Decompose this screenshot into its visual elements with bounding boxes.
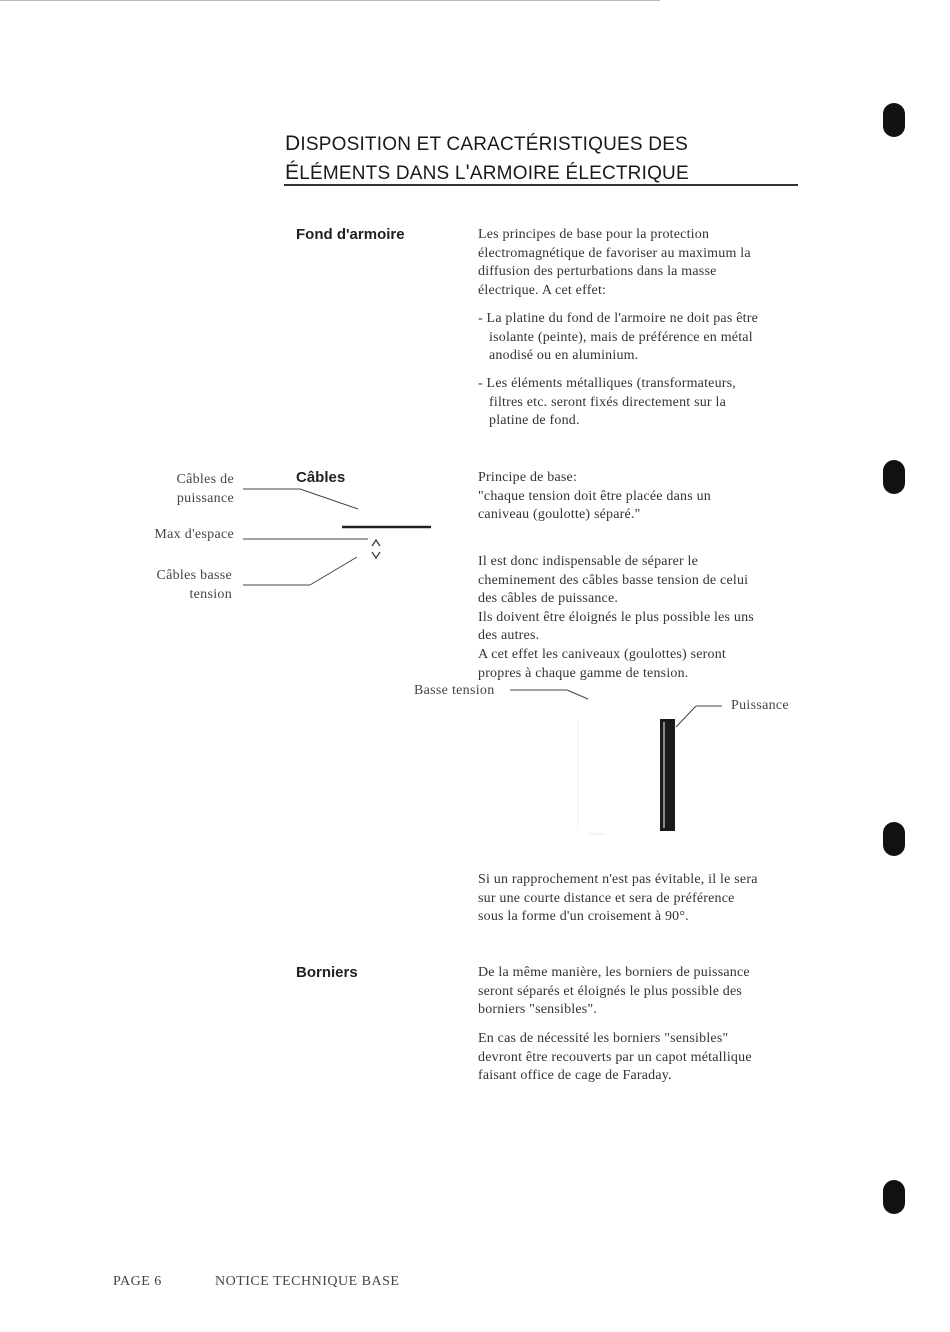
label-puissance: Puissance — [731, 698, 789, 713]
label-max-espace: Max d'espace — [154, 527, 234, 542]
text-line: seront séparés et éloignés le plus possible des — [478, 983, 743, 999]
text-line: - Les éléments métalliques (transformateurs, — [478, 376, 736, 391]
power-conduit-bar — [660, 719, 675, 831]
page-title: DISPOSITION ET CARACTÉRISTIQUES DES ÉLÉMENTS DANS L'ARMOIRE ÉLECTRIQUE — [285, 132, 689, 184]
text-line: Câbles basse — [156, 568, 232, 583]
text-line: A cet effet les caniveaux (goulottes) seront — [478, 646, 727, 662]
text-line: faisant office de cage de Faraday. — [478, 1068, 672, 1084]
text-line: tension — [189, 587, 232, 602]
text-line: sur une courte distance et sera de préférence — [478, 890, 735, 906]
heading-borniers: Borniers — [296, 964, 358, 981]
leader-basse-tension — [510, 690, 588, 699]
borniers-paragraph-1 — [478, 964, 798, 1020]
text-line: caniveau (goulotte) séparé." — [478, 507, 641, 523]
text-line: "chaque tension doit être placée dans un — [478, 488, 711, 504]
text-line: électromagnétique de favoriser au maximum la — [478, 245, 751, 261]
text-line: puissance — [176, 491, 234, 506]
text-line: sous la forme d'un croisement à 90°. — [478, 909, 689, 925]
text-line: des autres. — [478, 628, 540, 644]
text-line: De la même manière, les borniers de puissance — [478, 965, 750, 980]
text-line: des câbles de puissance. — [478, 591, 619, 607]
text-line: anodisé ou en aluminium. — [489, 348, 639, 364]
text-line: diffusion des perturbations dans la masse — [478, 264, 717, 280]
heading-fond-armoire: Fond d'armoire — [296, 226, 405, 243]
leader-puissance — [676, 706, 722, 727]
text-line: Principe de base: — [478, 470, 578, 485]
text-line: isolante (peinte), mais de préférence en métal — [489, 329, 753, 345]
power-conduit-highlight — [663, 722, 665, 828]
text-line: borniers "sensibles". — [478, 1002, 598, 1018]
text-line: Câbles de — [176, 472, 234, 487]
text-line: électrique. A cet effet: — [478, 282, 607, 298]
label-basse-tension: Basse tension — [414, 683, 495, 698]
text-line: cheminement des câbles basse tension de celui — [478, 572, 749, 588]
text-line: Les principes de base pour la protection — [478, 227, 710, 242]
text-line: Si un rapprochement n'est pas évitable, il le sera — [478, 872, 758, 887]
footer-page-number: PAGE 6 — [113, 1274, 162, 1289]
heading-cables: Câbles — [296, 469, 346, 486]
text-line: Ils doivent être éloignés le plus possible les uns — [478, 609, 754, 625]
text-line: Il est donc indispensable de séparer le — [478, 554, 699, 569]
borniers-paragraph-2 — [478, 1030, 798, 1086]
text-line: - La platine du fond de l'armoire ne doit pas être — [478, 311, 758, 326]
text-line: platine de fond. — [489, 413, 580, 429]
text-line: devront être recouverts par un capot métallique — [478, 1049, 752, 1065]
cables-crossing-paragraph — [478, 871, 798, 927]
footer-document-name: NOTICE TECHNIQUE BASE — [215, 1274, 400, 1289]
text-line: filtres etc. seront fixés directement sur la — [489, 394, 726, 410]
text-line: propres à chaque gamme de tension. — [478, 665, 689, 681]
text-line: En cas de nécessité les borniers "sensibles" — [478, 1031, 729, 1046]
